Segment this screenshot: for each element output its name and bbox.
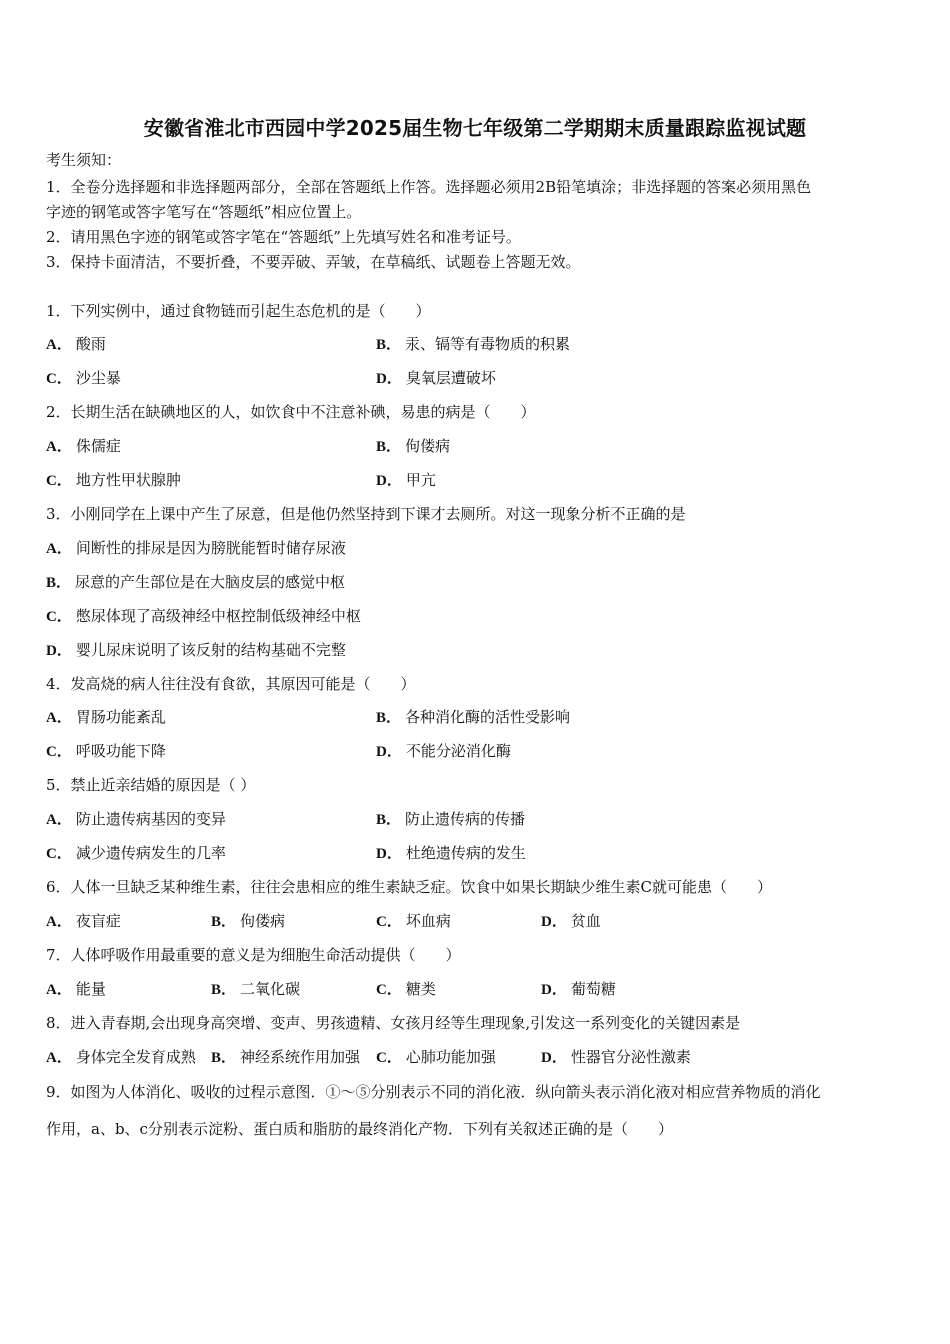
option-a[interactable]: [46, 436, 121, 457]
option-text: 防止遗传病基因的变异: [75, 810, 226, 828]
option-text: 糖类: [405, 980, 436, 998]
option-letter: D．: [376, 371, 402, 387]
option-a[interactable]: [46, 707, 166, 728]
question-stem: 6．人体一旦缺乏某种维生素，往往会患相应的维生素缺乏症。饮食中如果长期缺少维生素C就可能患（ ）: [46, 878, 773, 896]
option-text: 胃肠功能紊乱: [75, 708, 166, 726]
option-a[interactable]: [46, 809, 226, 830]
option-text: 汞、镉等有毒物质的积累: [405, 335, 571, 353]
option-text: 神经系统作用加强: [240, 1048, 361, 1066]
option-letter: A．: [46, 1050, 72, 1066]
option-b[interactable]: [211, 1047, 360, 1068]
option-text: 二氧化碳: [240, 980, 301, 998]
option-b[interactable]: [376, 334, 570, 355]
question-stem: 9．如图为人体消化、吸收的过程示意图．①～⑤分别表示不同的消化液．纵向箭头表示消化液对相应营养物质的消化: [46, 1083, 821, 1101]
option-letter: A．: [46, 812, 72, 828]
option-letter: C．: [46, 371, 72, 387]
option-b[interactable]: [46, 572, 345, 593]
question-stem: 4．发高烧的病人往往没有食欲，其原因可能是（ ）: [46, 675, 416, 693]
option-d[interactable]: [376, 368, 496, 389]
option-letter: B．: [46, 575, 72, 591]
option-letter: C．: [46, 609, 72, 625]
question-stem: 2．长期生活在缺碘地区的人，如饮食中不注意补碘，易患的病是（ ）: [46, 403, 536, 421]
option-text: 酸雨: [75, 335, 106, 353]
option-text: 佝偻病: [240, 912, 286, 930]
option-text: 佝偻病: [405, 437, 451, 455]
option-letter: D．: [376, 846, 402, 862]
option-a[interactable]: [46, 979, 106, 1000]
option-text: 杜绝遗传病的发生: [405, 844, 526, 862]
page-title: 安徽省淮北市西园中学2025届生物七年级第二学期期末质量跟踪监视试题: [143, 116, 807, 140]
option-letter: B．: [376, 812, 402, 828]
option-d[interactable]: [541, 911, 601, 932]
option-c[interactable]: [46, 368, 121, 389]
option-letter: D．: [541, 1050, 567, 1066]
option-letter: D．: [46, 643, 72, 659]
notice-item: 1．全卷分选择题和非选择题两部分，全部在答题纸上作答。选择题必须用2B铅笔填涂；非选择题的答案必须用黑色: [46, 178, 812, 196]
option-letter: B．: [376, 337, 402, 353]
option-text: 夜盲症: [75, 912, 121, 930]
option-text: 憋尿体现了高级神经中枢控制低级神经中枢: [75, 607, 361, 625]
option-letter: B．: [211, 914, 237, 930]
question-stem: 5．禁止近亲结婚的原因是（ ）: [46, 776, 256, 794]
option-letter: D．: [376, 744, 402, 760]
option-letter: D．: [376, 473, 402, 489]
option-c[interactable]: [376, 1047, 496, 1068]
option-text: 贫血: [570, 912, 601, 930]
option-text: 婴儿尿床说明了该反射的结构基础不完整: [75, 641, 346, 659]
option-text: 甲亢: [405, 471, 436, 489]
option-b[interactable]: [376, 707, 570, 728]
option-a[interactable]: [46, 911, 121, 932]
option-d[interactable]: [376, 470, 436, 491]
option-letter: A．: [46, 337, 72, 353]
option-a[interactable]: [46, 334, 106, 355]
option-text: 侏儒症: [75, 437, 121, 455]
option-b[interactable]: [376, 809, 525, 830]
option-letter: A．: [46, 439, 72, 455]
option-d[interactable]: [376, 843, 526, 864]
option-c[interactable]: [46, 741, 166, 762]
option-letter: C．: [376, 914, 402, 930]
option-c[interactable]: [376, 911, 451, 932]
option-text: 各种消化酶的活性受影响: [405, 708, 571, 726]
option-text: 心肺功能加强: [405, 1048, 496, 1066]
option-letter: B．: [211, 982, 237, 998]
option-letter: C．: [376, 1050, 402, 1066]
option-letter: B．: [376, 439, 402, 455]
option-d[interactable]: [376, 741, 511, 762]
option-text: 不能分泌消化酶: [405, 742, 511, 760]
option-text: 防止遗传病的传播: [405, 810, 526, 828]
option-c[interactable]: [46, 843, 226, 864]
notice-item: 字迹的钢笔或答字笔写在“答题纸”相应位置上。: [46, 203, 362, 221]
notice-item: 3．保持卡面清洁，不要折叠，不要弄破、弄皱，在草稿纸、试题卷上答题无效。: [46, 253, 581, 271]
option-text: 身体完全发育成熟: [75, 1048, 196, 1066]
option-letter: D．: [541, 982, 567, 998]
option-b[interactable]: [211, 979, 300, 1000]
option-letter: C．: [376, 982, 402, 998]
option-letter: B．: [376, 710, 402, 726]
option-d[interactable]: [46, 640, 346, 661]
option-c[interactable]: [376, 979, 436, 1000]
option-text: 能量: [75, 980, 106, 998]
option-letter: C．: [46, 744, 72, 760]
option-letter: A．: [46, 914, 72, 930]
question-stem: 3．小刚同学在上课中产生了尿意，但是他仍然坚持到下课才去厕所。对这一现象分析不正确的是: [46, 505, 686, 523]
option-letter: C．: [46, 473, 72, 489]
question-stem: 7．人体呼吸作用最重要的意义是为细胞生命活动提供（ ）: [46, 946, 461, 964]
option-text: 坏血病: [405, 912, 451, 930]
option-text: 地方性甲状腺肿: [75, 471, 181, 489]
option-a[interactable]: [46, 538, 346, 559]
question-stem: 8．进入青春期,会出现身高突增、变声、男孩遗精、女孩月经等生理现象,引发这一系列变化的关键因素是: [46, 1014, 741, 1032]
option-letter: B．: [211, 1050, 237, 1066]
option-text: 臭氧层遭破坏: [405, 369, 496, 387]
option-letter: A．: [46, 982, 72, 998]
option-c[interactable]: [46, 606, 361, 627]
option-text: 尿意的产生部位是在大脑皮层的感觉中枢: [75, 573, 346, 591]
option-b[interactable]: [211, 911, 285, 932]
option-d[interactable]: [541, 1047, 691, 1068]
option-letter: A．: [46, 541, 72, 557]
option-letter: C．: [46, 846, 72, 862]
notice-heading: 考生须知：: [46, 151, 122, 169]
option-d[interactable]: [541, 979, 616, 1000]
option-a[interactable]: [46, 1047, 196, 1068]
question-stem: 1．下列实例中，通过食物链而引起生态危机的是（ ）: [46, 302, 431, 320]
option-text: 减少遗传病发生的几率: [75, 844, 226, 862]
option-c[interactable]: [46, 470, 181, 491]
question-stem: 作用，a、b、c分别表示淀粉、蛋白质和脂肪的最终消化产物．下列有关叙述正确的是（ ）: [46, 1120, 673, 1138]
option-text: 性器官分泌性激素: [570, 1048, 691, 1066]
option-letter: A．: [46, 710, 72, 726]
option-text: 沙尘暴: [75, 369, 121, 387]
notice-item: 2．请用黑色字迹的钢笔或答字笔在“答题纸”上先填写姓名和准考证号。: [46, 228, 521, 246]
option-text: 间断性的排尿是因为膀胱能暂时储存尿液: [75, 539, 346, 557]
option-b[interactable]: [376, 436, 450, 457]
option-text: 呼吸功能下降: [75, 742, 166, 760]
option-letter: D．: [541, 914, 567, 930]
option-text: 葡萄糖: [570, 980, 616, 998]
